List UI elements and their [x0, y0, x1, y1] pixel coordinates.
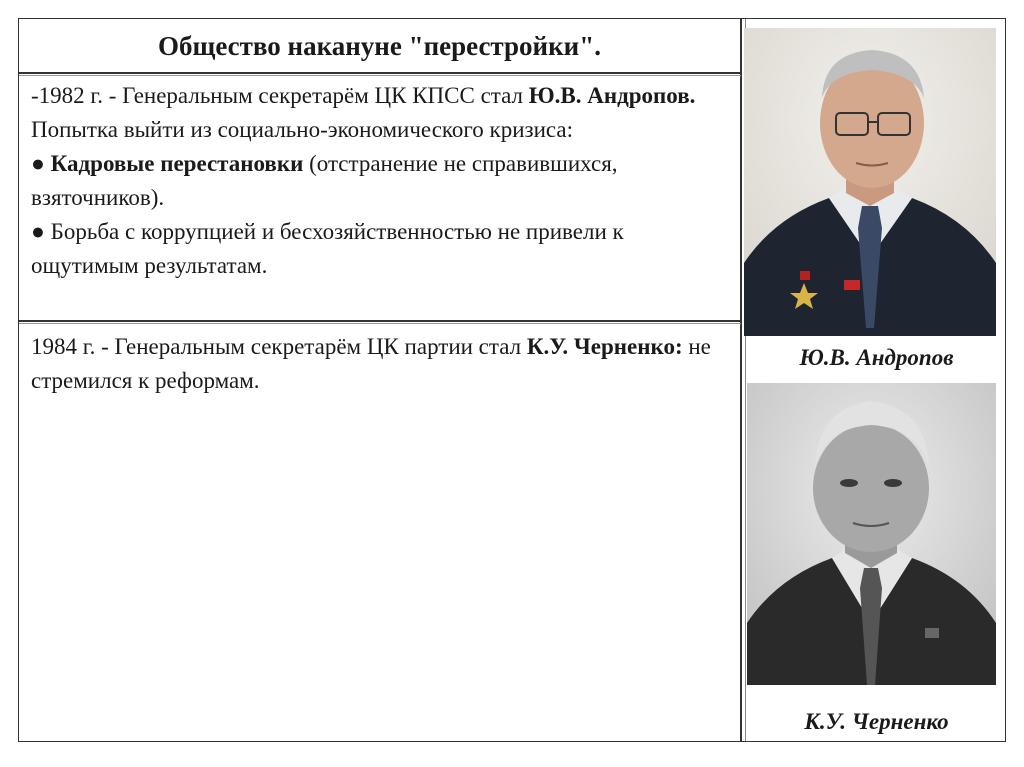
andropov-intro: -1982 г. - Генеральным секретарём ЦК КПСС стал — [31, 83, 529, 108]
chernenko-rest: не стремился к реформам. — [31, 334, 711, 393]
andropov-caption: Ю.В. Андропов — [799, 345, 954, 370]
andropov-name: Ю.В. Андропов. — [528, 83, 696, 108]
crisis-line: Попытка выйти из социально-экономического кризиса: — [31, 117, 574, 142]
bullet-personnel-rest: (отстранение не справившихся, взяточников). — [31, 151, 618, 210]
andropov-portrait — [744, 28, 996, 336]
chernenko-section — [31, 330, 731, 398]
page-title: Общество накануне "перестройки". — [158, 30, 601, 61]
slide-table — [18, 18, 1006, 742]
row-divider-title-inner — [19, 75, 741, 76]
row-divider-section — [19, 320, 741, 322]
chernenko-caption: К.У. Черненко — [804, 709, 949, 734]
chernenko-name: К.У. Черненко: — [526, 334, 683, 359]
bullet-corruption: ● Борьба с коррупцией и бесхозяйственностью не привели к ощутимым результатам. — [31, 219, 624, 278]
chernenko-portrait — [747, 383, 996, 685]
column-divider — [740, 19, 742, 741]
chernenko-intro: 1984 г. - Генеральным секретарём ЦК партии стал — [31, 334, 527, 359]
andropov-section — [31, 79, 731, 283]
bullet-personnel-bold: ● Кадровые перестановки — [31, 151, 304, 176]
row-divider-section-inner — [19, 323, 741, 324]
